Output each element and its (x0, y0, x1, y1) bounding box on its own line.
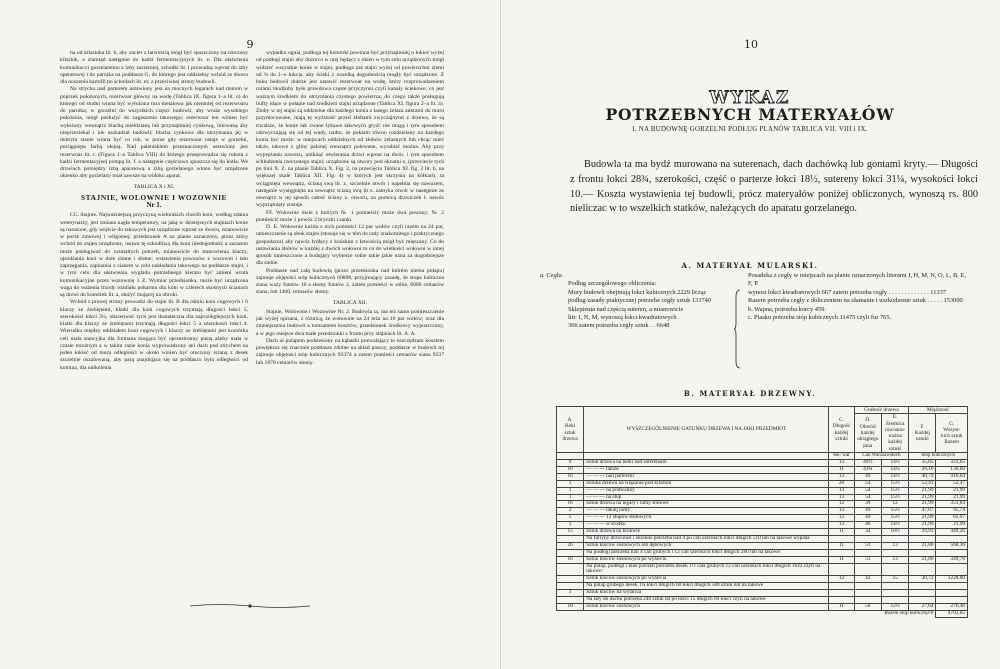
cell-a: 2 (557, 508, 584, 515)
cell-d: 46 (854, 522, 881, 529)
cell-desc: — — — takiej ramy (584, 508, 829, 515)
header-e: E. (892, 414, 898, 421)
cell-d: 51 (854, 556, 881, 563)
main-title: POTRZEBNYCH MATERYAŁÓW (605, 105, 895, 124)
cell-e: 12 (882, 501, 909, 508)
cell-a: 5 (557, 515, 584, 522)
brace-divider (734, 289, 742, 369)
intro-paragraph (570, 158, 978, 217)
cell-g: 276,48 (936, 604, 968, 611)
cell-f: 47,87 (909, 508, 936, 515)
intro-text: Budowla ta ma bydź murowana na suterenach, dach dachówką lub gontami kryty.— Długości z frontu łokci 28¾, szerokości, część o parterze łokci 18½, sutereny łokci 31¼, wysokości łokci 10.— Koszta wystawienia tej budowli, prócz materyałów poniżej obliczonych, wynoszą rs. 800 nieliczac w to wszelkich statków, należących do aparatu gorzelanego. (570, 159, 978, 215)
timber-table (556, 406, 968, 618)
cell-d: 49 (854, 473, 881, 480)
cell-g: 65,97 (936, 515, 968, 522)
section-subheading: Nr 1. (146, 201, 162, 209)
cell-c (829, 583, 854, 590)
cell-desc: Sztuka drzewa na wiązanie pod kilsztok (584, 480, 829, 487)
paragraph: D. E. Wołownie każda z nich pomieści 12 par wołów czyli razem na 24 par, umieszczenie są obok stajen (stosuje się w tém do rady znakomitego i praktycznego gospodarza) aby nawóz łydlęcy z końskim z łatwością mógł być mięszany. Co do ustawiania żłobów w każdej z dwóch wołowni to co do wielkości wołowni w innej sposób umieszczone a budujący wybierze sobie takie jakie uzna za dogodniejsze dla siebie. (256, 224, 444, 267)
cell-desc: Sztuk kloców na wytarcia (584, 590, 829, 597)
header-cell (936, 414, 968, 453)
cell-f: 40,79 (909, 473, 936, 480)
cell-g: 916,64 (936, 473, 968, 480)
header-cell (557, 407, 584, 453)
cell-d (854, 590, 881, 597)
cell-c: 12 (829, 501, 854, 508)
cell-e (882, 583, 909, 590)
cell-f: 21,99 (909, 487, 936, 494)
header-c-sub: Długość każdej sztuki (832, 423, 851, 442)
total-row (557, 610, 968, 617)
cell-desc: Sztuk drzewa na belki nad suterenami (584, 459, 829, 466)
cell-e: 13 (882, 556, 909, 563)
ornament-divider (188, 603, 312, 609)
cell-f: 21,99 (909, 494, 936, 501)
cell-desc: Na futryny drzwiowe i okienne potrzeba bali 4 po cali szerokich łokci długich 510 lub na takowe wypada (584, 535, 829, 542)
unit-cell: Stóp kubicznych (909, 453, 968, 460)
cell-e: 15½ (882, 494, 909, 501)
cell-g: 95,74 (936, 508, 968, 515)
cell-c (829, 590, 854, 597)
left-column-1 (60, 50, 248, 372)
material-line: Sklepienia nad częścią suteren, a mianowicie (568, 305, 684, 313)
cell-desc: — — — w środku (584, 522, 829, 529)
cell-desc: — — — 12 słupów stołowych (584, 515, 829, 522)
cell-e: 15½ (882, 487, 909, 494)
cell-desc: — — — tamże (584, 466, 829, 473)
cell-d: 54 (854, 494, 881, 501)
cell-a: 26 (557, 542, 584, 549)
cell-e: 14½ (882, 473, 909, 480)
table-row (557, 487, 968, 494)
cell-desc: — — — nad parterem (584, 473, 829, 480)
cell-e: 15½ (882, 515, 909, 522)
cell-a: 1 (557, 487, 584, 494)
cell-d: 51 (854, 542, 881, 549)
cell-c: 11 (829, 556, 854, 563)
cell-desc: — — — na podwaliny (584, 487, 829, 494)
cell-g: 136,00 (936, 466, 968, 473)
cell-d: 39 (854, 501, 881, 508)
cell-f: 21,99 (909, 501, 936, 508)
cell-c (829, 563, 854, 576)
table-body (557, 459, 968, 617)
cell-a: 16 (557, 556, 584, 563)
cell-c: 13 (829, 508, 854, 515)
section-b-heading: B. MATERYAŁ DRZEWNY. (683, 389, 817, 398)
cell-desc: Sztuk drzewa na legary i ramy stołowe (584, 501, 829, 508)
cell-g: 52,47 (936, 480, 968, 487)
paragraph: Wchód z prawej strony prowadzi do stajni lit. B dla ośmiu koni cugowych i 6 klaczy ze źrebiętami, klatki dla koni cugowych trzymają długości łokci 5, szerokości łokci 3¼, obszerność tych jest dostateczna dla najrozleglejszych koni, klatki dla klaczy ze źrebiętami trzymają długości łokci 5 a szerokości łokci 4. Wierudku między oddziałem koni cugowych i klaczy ze źrebiętami jest komórka celi mała stancyjka dla furmana mogąca być oprzestronny pustą ażeby mała w czasie mroźnym a w takim razie konia wyprowadzony ani dach pod strychem na jeden łokieć od muru odległości w około winien być otoczony ścianą z desek szczelnie oszalowaną, aby parą znajdująca się na poddaszu była odległości od komina, dla uniknienia (60, 299, 248, 371)
cell-f: 29,93 (909, 529, 936, 536)
cell-e: 15½ (882, 480, 909, 487)
material-line: wynosi łokci kwadratowych 667 zatem potrzeba cegły . . . . . . . . . . . . . 11337 (748, 288, 947, 296)
cell-d: 54 (854, 487, 881, 494)
cell-desc: Na pułap, podłogi i inne potrzeb potrzeba desek 1½ cala grubych 12 cali szerokich łokci długich 1642 czyli na takowe: (584, 563, 829, 576)
cell-desc: Sztuk kloców sosnowych (584, 604, 829, 611)
material-label: a. Cegła. (540, 272, 564, 279)
cell-e: 10½ (882, 529, 909, 536)
cell-g (936, 563, 968, 576)
cell-f (909, 590, 936, 597)
total-label: Razem stóp kubicznych (884, 609, 934, 616)
material-line: Mury budowli obejmują łokci kubicznych 2229 licząc (568, 288, 707, 296)
section-a-heading: A. MATERYAŁ MULARSKI. (681, 261, 819, 270)
cell-a: 15 (557, 529, 584, 536)
cell-a (557, 576, 584, 583)
cell-f: 21,99 (909, 515, 936, 522)
cell-d: 34 (854, 529, 881, 536)
header-cell (909, 414, 936, 453)
cell-d: 54 (854, 480, 881, 487)
header-desc: WYSZCZEGÓLNIENIE GATUNKU DRZEWA I NA JAKI PRZEDMIOT (584, 407, 829, 453)
cell-desc: Sztuk kloców sosnowych lub dębowych (584, 542, 829, 549)
table-row (557, 563, 968, 576)
paragraph: Na strychu nad parterem ustawiony jest na mocnych legarach nad murem w poprzek położonych, rezerwoar główny na wodę (Tablica IX. figura 1–a lit. o) do którego od studni winna być wyłożona rura metalowa jak niemniej od rezerwoaru do parnika; w gorzelni do wszystkich części budowli, aby wraże wysokiego położenia, mógł posłużyć do zagaszenia takowego; rezerwoar ten winien być wyłożony wewnątrz blachą mieldzianą lub przynajmniej cynkową, lutowaną aby nieprzeciekał i nie uszkadzał budowli; blacha cynkowa dla utrzymania jej w dobrym stanie winna być co rok, w porze gdy rezerwoar ustaje w gorzelni, pociągnięta farbą olejną. Nad paleniskiem przeznaczonym ustawiony jest rezerwoar lit. r. (Figura 1–a Tablica VIII) do którego przeprowadza się robota z kadzi fermentacyjnej pompą lit. f. a następnie częściowo spuszcza się do kotła. We drzwiach pomiędzy izbą aparatową a izbą gorzelanego winno być urządzone okienko aby gorzelany miał zawsze na widoku aparat. (60, 86, 248, 180)
cell-f: 21,86 (909, 556, 936, 563)
cell-a: 16 (557, 466, 584, 473)
cell-d (854, 583, 881, 590)
unit-cell: łok: war (829, 453, 854, 460)
cell-e (882, 563, 909, 576)
cell-d (854, 563, 881, 576)
unit-cell: Cali Warszawskich (854, 453, 909, 460)
cell-c: 20 (829, 480, 854, 487)
cell-e: 14½ (882, 522, 909, 529)
cell-c: 11 (829, 604, 854, 611)
cell-e: 13 (882, 542, 909, 549)
paragraph: CC. Stajnie. Najważniejszą przyczyną wielorakich chorób koni, według zdania weterynarzy, jest zmiana nagła temperatury, na jaką w dzisiejszych stajniach konie są narażone, gdy wejście do takowych jest urządzone wprost ze dworu, mianowicie w porze zimowej i wilgotnej; przedsionek A na planie oznaczony, przez który wchód do stajen urządzony, usuwa tę szkodliwą dla koni niedogodność a zarazem może posługiwać do rozmaitych potrzeb, mianowicie do stanowienia klaczy, ujeżdżania koni w dnie zimne i słotne; wstawienia powozów z wozowni i tam zaprzęgania, zapinania z sianem w celu nakładania takowego na poddasze stajni, i w tym celu dla ułatwienia wygladu potrzebnego kieratu być zmieni wrota komunikacyjne przez wozownię 1 Z. Wymiar przedsionka, może być urządzona waga do ważenia trzody rozdiału pokarmu dla koni w czterech skośnych ścianach są drzwi do komórek lit. a, służyć mającej na obroki. (60, 212, 248, 298)
cell-e: 14¼ (882, 466, 909, 473)
header-a: A. (567, 416, 573, 423)
cell-desc: Sztuk kloców sosnowych po wytarcia (584, 576, 829, 583)
paragraph: FF. Wolownie dwie z których № 1 pomieścić może dwa powozy; № 2 pomieścić może 1 powóz 2 bryczki i sanki. (256, 209, 444, 223)
material-line: litt: I, N, M, wynoszą łokci kwadratowych (568, 314, 677, 322)
material-line: c. Piasku potrzeba stóp kubicznych 11475 czyli fur 765. (748, 314, 892, 322)
section-heading: STAJNIE, WOLOWNIE I WOZOWNIE (80, 192, 228, 202)
cell-d: 49 (854, 508, 881, 515)
cell-a: 1 (557, 480, 584, 487)
cell-a: 1 (557, 494, 584, 501)
cell-desc: Na łaty do dachu potrzeba 240 sztuk łat po łokci 15 długich 60 łokci czyli na takowe (584, 597, 829, 604)
left-column-2 (256, 50, 444, 367)
cell-e: 14½ (882, 459, 909, 466)
header-g-sub: Wszyst- kich sztuk Razem (940, 426, 963, 446)
cell-c: 11 (829, 542, 854, 549)
header-d: D. (865, 417, 871, 424)
material-line: podług zasady praktycznej potrzeba cegły sztuk 133740 (568, 297, 712, 305)
cell-c: 11 (829, 529, 854, 536)
cell-c: 13 (829, 522, 854, 529)
cell-desc: Sztuk kloców sosnowych po wytarciu (584, 556, 829, 563)
cell-g (936, 590, 968, 597)
cell-a: 16 (557, 473, 584, 480)
cell-e (882, 590, 909, 597)
header-a-sub: Boki sztuk drzewa (562, 423, 578, 442)
cell-g: 21,99 (936, 487, 968, 494)
cell-f: 35,85 (909, 459, 936, 466)
cell-e: 15½ (882, 508, 909, 515)
paragraph: wypadku ognia, podłoga tej komórki powinna być przynajmniej o łokieć wyżej od podłogi stajni aby dozorca w niej będący z okien w tym celu urządzonych mógł widzieć wszystkie konie w stajni, podłoga zaś stajni wyżej od powierzchni ziemi od ¾ do 1–o łokcia, aby ścieki z wszelką dogodnością mogły być urządzone. Z boku budowli dobrze jest ustawić rezerwoar na wodę, który rozprowadzeniem rurami modżoby było prawdowa częste przyczynni czyli kanały ściekowe, co jest ważnym środkiem do utrzymania czystego powietrza; do czego także posługują liufty idące w pułapie nad środkiem stajni urządzone (Tablica XI. figura 2–a lit. a). Żłoby w tej stajni są oddzielne dla każdego konia z łasego żelaza ankrami do muru przymocowane, mają tę wyższość przed żłobami zwyczajnymi z drzewa, że są trwalsze, że konie tak zwane łykawe takowych gryźć nie mogą i tym sposobem odzwyczajają się od tej wady, nadto, że pokarm równo rozdzielany na każdego konia być może; w miejscach oddzielnych od żłobów żelaznych lub chcąc mieć także, takowe z gliny palonej wewnątrz polewane, wyrabiać można. Aby przy wyprężaniu nawozu, uniknąć otwierania drzwi wprost na dwór, i tym sposobem schłodzenia rzeczonego stajni; urządzone są otwory pod oknami o, (przeciecie tych po linii X. Z. na planie Tablica X. Fig. 2, na przecięciu Tablica XI. fig. 2 lit. b, na większej skale Tablica XII. Fig. 4) w których jest skrzynia na kółkach, ta wciągnięta wewnątrz, ścianą swą lit. z, szczelnie otwór i napełnia się nawozem, następnie wysięgnięta na zewnątrz ścianą swą lit z. zamyka otwór w następnie ze zewnątrz w tej sposób całość ściany z. otworu, za pomocą drzwiczek ł. nawóz wyprzątnięty zostaje. (256, 50, 444, 209)
header-f: F. (920, 423, 925, 430)
table-label: TABLICA XII. (332, 299, 368, 306)
cell-g: 449,26 (936, 529, 968, 536)
header-g: G. (949, 420, 955, 427)
cell-g: 21,99 (936, 522, 968, 529)
material-line: Podług szczegółowego obliczenia: (568, 280, 657, 288)
cell-desc: — — — na słup (584, 494, 829, 501)
cell-d: 49 (854, 515, 881, 522)
cell-desc: Sztuk drzewa na krokwie (584, 529, 829, 536)
decorative-title: WYKAZ (709, 88, 791, 108)
cell-c: 13 (829, 459, 854, 466)
cell-e: 12½ (882, 604, 909, 611)
material-line: b. Wapna, potrzeba korcy 459. (748, 305, 826, 313)
cell-e: 15 (882, 576, 909, 583)
cell-c: 13 (829, 494, 854, 501)
cell-d: 49½ (854, 459, 881, 466)
cell-a: 1 (557, 522, 584, 529)
cell-f: 52,41 (909, 480, 936, 487)
cell-d: 43¾ (854, 466, 881, 473)
subtitle: I. NA BUDOWNĘ GORZELNI PODŁUG PLANÓW TABLICA VII. VIII i IX. (632, 126, 868, 133)
cell-a: 1 (557, 590, 584, 597)
cell-f: 26,10 (909, 466, 936, 473)
cell-g: 351,84 (936, 501, 968, 508)
paragraph: Dach ul pulapem podsiesiony na kąbazki pozwalający to oszczędzam kosztem powiększa się znacznie poddasze zdolne na skład passzy, poddasze w budowli tej zajmuje objętości stóp kubicznych 93374 a zatem pomieści cetnarów siana 9337 lub 1870 cetnarów słomy. (256, 337, 444, 366)
cell-desc: Na podłogi potrzeba bali 4 cali grubych i 12 cali szerokich łokci długich 280 lub na takowe: (584, 549, 829, 556)
cell-g: 568,36 (936, 542, 968, 549)
page-number-right: 10 (744, 38, 758, 51)
material-line: Razem potrzeba cegły z doliczeniem na złamanie i uszkodzenie sztuk . . . . . 153000 (748, 297, 963, 305)
header-cell (882, 414, 909, 453)
header-f-sub: Każdej sztuki (914, 430, 930, 443)
total-value: 4703,65 (936, 610, 968, 617)
header-cell (829, 407, 854, 453)
paragraph: Stajnie, Wolownie i Wozownie Nr. 2. Budowla ta, ma też samo pomieszczenie jak wyżej opisana, z różnicą, że wołownie na 24 leża na 16 par wołów; oraz dla zmniejszenia budowli a tomsamem kosztów, przedsionek środkowy wypuszczony, a w jego miejsce dwa małe przedsionki z frontu przy stajniach lit. A. A. (256, 308, 444, 337)
header-cell (854, 414, 881, 453)
cell-a: 10 (557, 604, 584, 611)
header-miazszosc: Miąższość (909, 407, 968, 414)
cell-c: 12 (829, 515, 854, 522)
cell-a (557, 563, 584, 576)
cell-a: 16 (557, 501, 584, 508)
cell-g: 349,76 (936, 556, 968, 563)
cell-f: 21,99 (909, 522, 936, 529)
cell-f (909, 583, 936, 590)
paragraph: Poddasze nad całą budowlą (przez przedsionka nad którém niema pułapu) zajmuje objętości stóp kubicznych 60808, przyjmujący zasadę, że stopa kubiczna siana waży funtów 10 a słomy funtów 2, zatem pomieści w sobie, 6080 cetnarów siana, lub 1400, cetnarów słomy. (256, 267, 444, 296)
cell-f: 27,64 (909, 604, 936, 611)
cell-g: 1228,80 (936, 576, 968, 583)
cell-c: 12 (829, 576, 854, 583)
cell-c: 13 (829, 487, 854, 494)
page-number-left: 9 (246, 38, 254, 51)
cell-g (936, 583, 968, 590)
cell-c: 11 (829, 466, 854, 473)
cell-f: 21,86 (909, 542, 936, 549)
cell-g: 322,65 (936, 459, 968, 466)
header-e-sub: Średnica równano- ważna każdej sztuki (884, 420, 906, 452)
paragraph: na od kilsztoka lit. h, aby zacier z łatwością mógł być spuszczony na rzeczony kilsztok, a ztamtąd następnie do kadzi fermentacyjnych lit. e. Dla ułatwienia komunikacyi gorzelanemu z izby zacierniej, schodki lit. l prowadzą wprost do izby operatowej i do parnika na poddasze G, do którego jest oddzielny wchód ze dworu dla noszenia kartofli po schodach lit. m; z przeciwnej strony budowli. (60, 50, 248, 85)
material-line: Posadzka z cegły w miejscach na planie oznaczonych literami I, H, M, N, O, L, B, E, F, P. (748, 272, 966, 288)
cell-f: 30,72 (909, 576, 936, 583)
material-line: 366 zatem potrzeba cegły sztuk . . 6648 (568, 322, 670, 330)
cell-g: 21,99 (936, 494, 968, 501)
header-grubosc: Grubość drzewa (854, 407, 909, 414)
cell-desc: Na pulap grubego desek 1¼ łokci długich 60 łokci długich 580 sztuk lub na takowe (584, 583, 829, 590)
cell-c: 13 (829, 473, 854, 480)
cell-d: 42 (854, 576, 881, 583)
cell-a: 9 (557, 459, 584, 466)
material-a-left (540, 272, 740, 331)
table-label: TABLICA X i XI. (133, 183, 175, 190)
material-a-right (748, 272, 966, 322)
cell-d: 50 (854, 604, 881, 611)
cell-f (909, 563, 936, 576)
header-c: C. (839, 416, 844, 423)
header-d-sub: Obwód każdej okrągłego pnia (857, 423, 879, 449)
